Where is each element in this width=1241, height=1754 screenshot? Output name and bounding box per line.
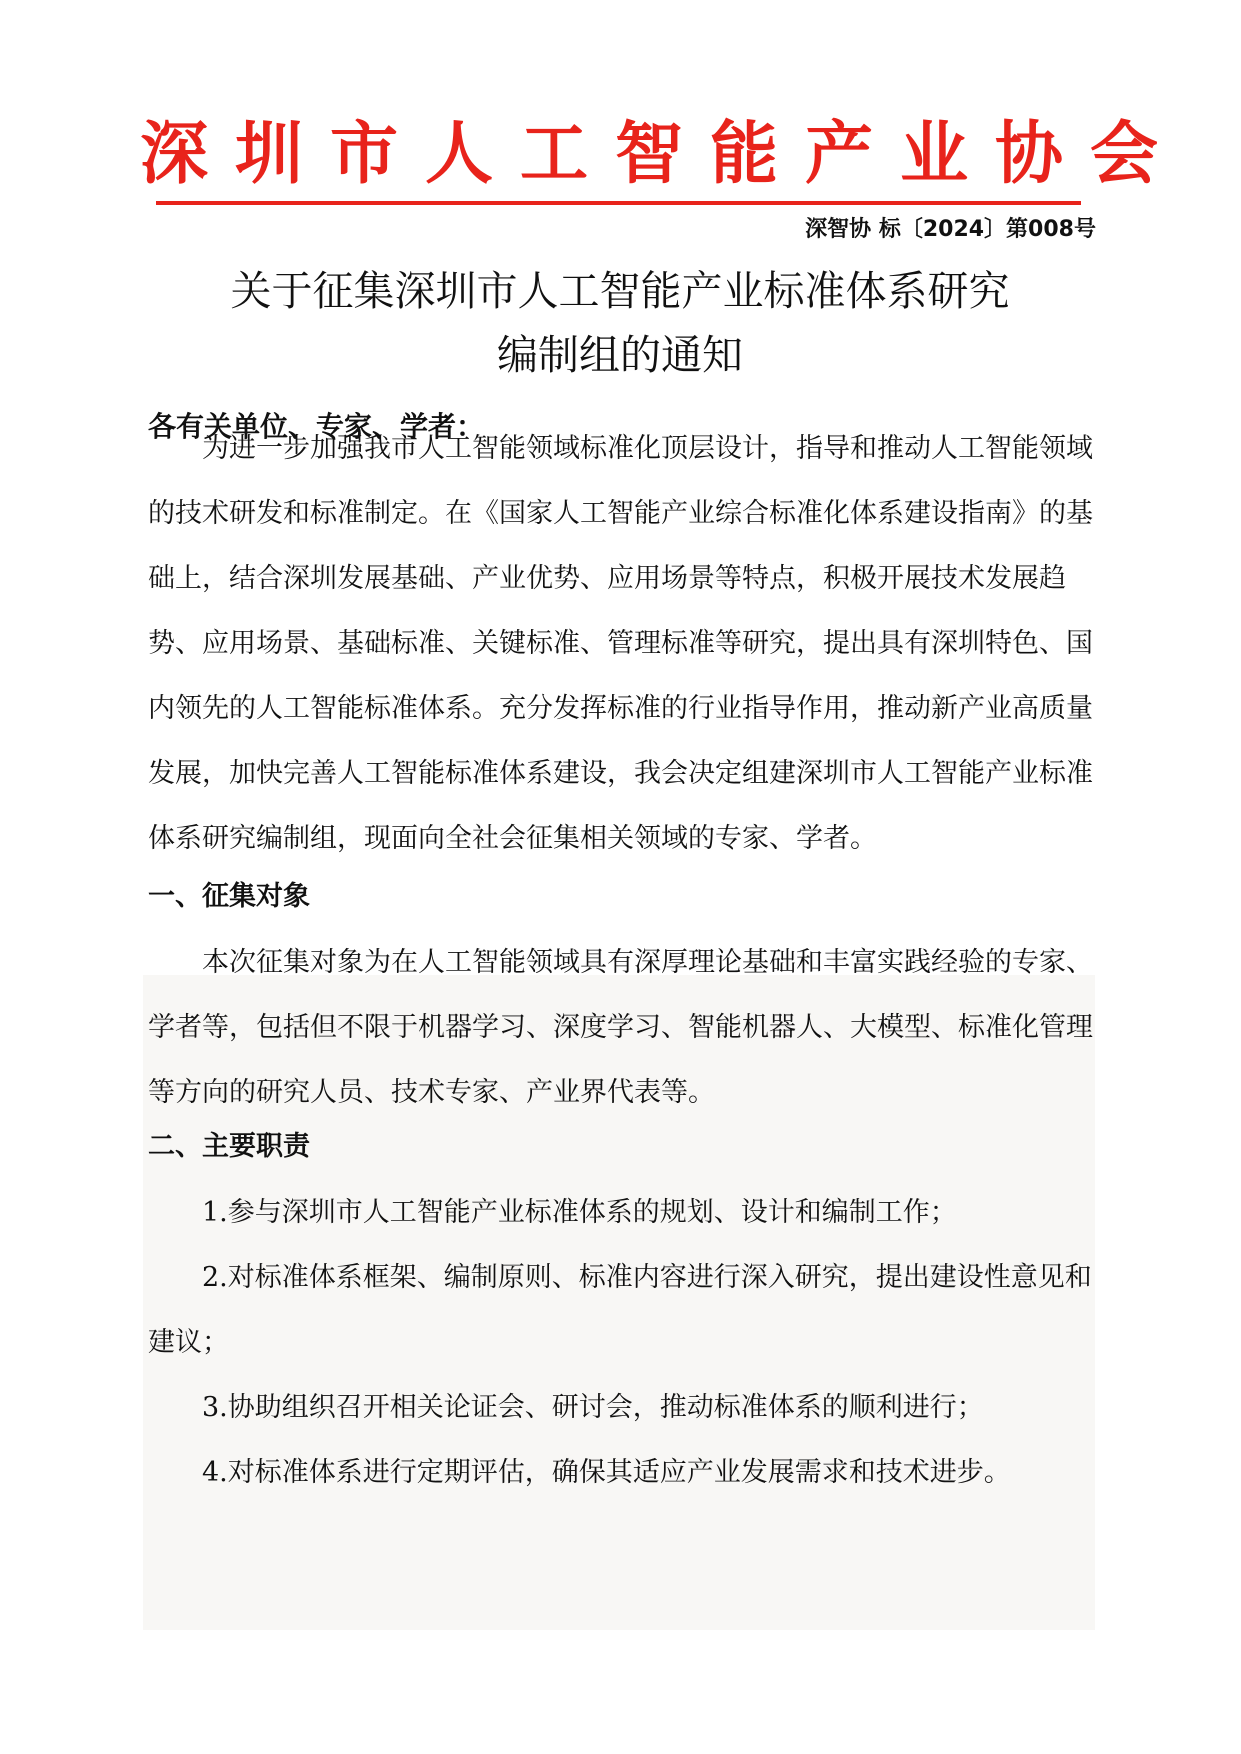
notice-title-line-2: 编制组的通知	[497, 331, 743, 379]
document-number: 深智协 标〔2024〕第008号	[805, 217, 1096, 242]
masthead-red-rule	[156, 201, 1081, 205]
responsibility-item-4: 4.对标准体系进行定期评估，确保其适应产业发展需求和技术进步。	[202, 1457, 1011, 1488]
organization-masthead: 深圳市人工智能产业协会	[140, 114, 1186, 194]
responsibility-item-2: 2.对标准体系框架、编制原则、标准内容进行深入研究，提出建设性意见和建议；	[148, 1262, 1092, 1358]
notice-title-line-1: 关于征集深圳市人工智能产业标准体系研究	[230, 267, 1010, 315]
responsibility-item-3: 3.协助组织召开相关论证会、研讨会，推动标准体系的顺利进行；	[202, 1392, 984, 1423]
section-heading-responsibilities: 二、主要职责	[148, 1131, 310, 1162]
notice-title	[140, 259, 1100, 387]
salutation: 各有关单位、专家、学者：	[148, 410, 485, 443]
section-paragraph-recruitment-target: 本次征集对象为在人工智能领域具有深厚理论基础和丰富实践经验的专家、学者等，包括但不限于机器学习、深度学习、智能机器人、大模型、标准化管理等方向的研究人员、技术专家、产业界代表等。	[148, 947, 1093, 1108]
intro-paragraph: 为进一步加强我市人工智能领域标准化顶层设计，指导和推动人工智能领域的技术研发和标准制定。在《国家人工智能产业综合标准化体系建设指南》的基础上，结合深圳发展基础、产业优势、应用场景等特点，积极开展技术发展趋势、应用场景、基础标准、关键标准、管理标准等研究，提出具有深圳特色、国内领先的人工智能标准体系。充分发挥标准的行业指导作用，推动新产业高质量发展，加快完善人工智能标准体系建设，我会决定组建深圳市人工智能产业标准体系研究编制组，现面向全社会征集相关领域的专家、学者。	[148, 433, 1093, 854]
section-heading-recruitment-target: 一、征集对象	[148, 881, 310, 912]
responsibility-item-1: 1.参与深圳市人工智能产业标准体系的规划、设计和编制工作；	[202, 1197, 957, 1228]
